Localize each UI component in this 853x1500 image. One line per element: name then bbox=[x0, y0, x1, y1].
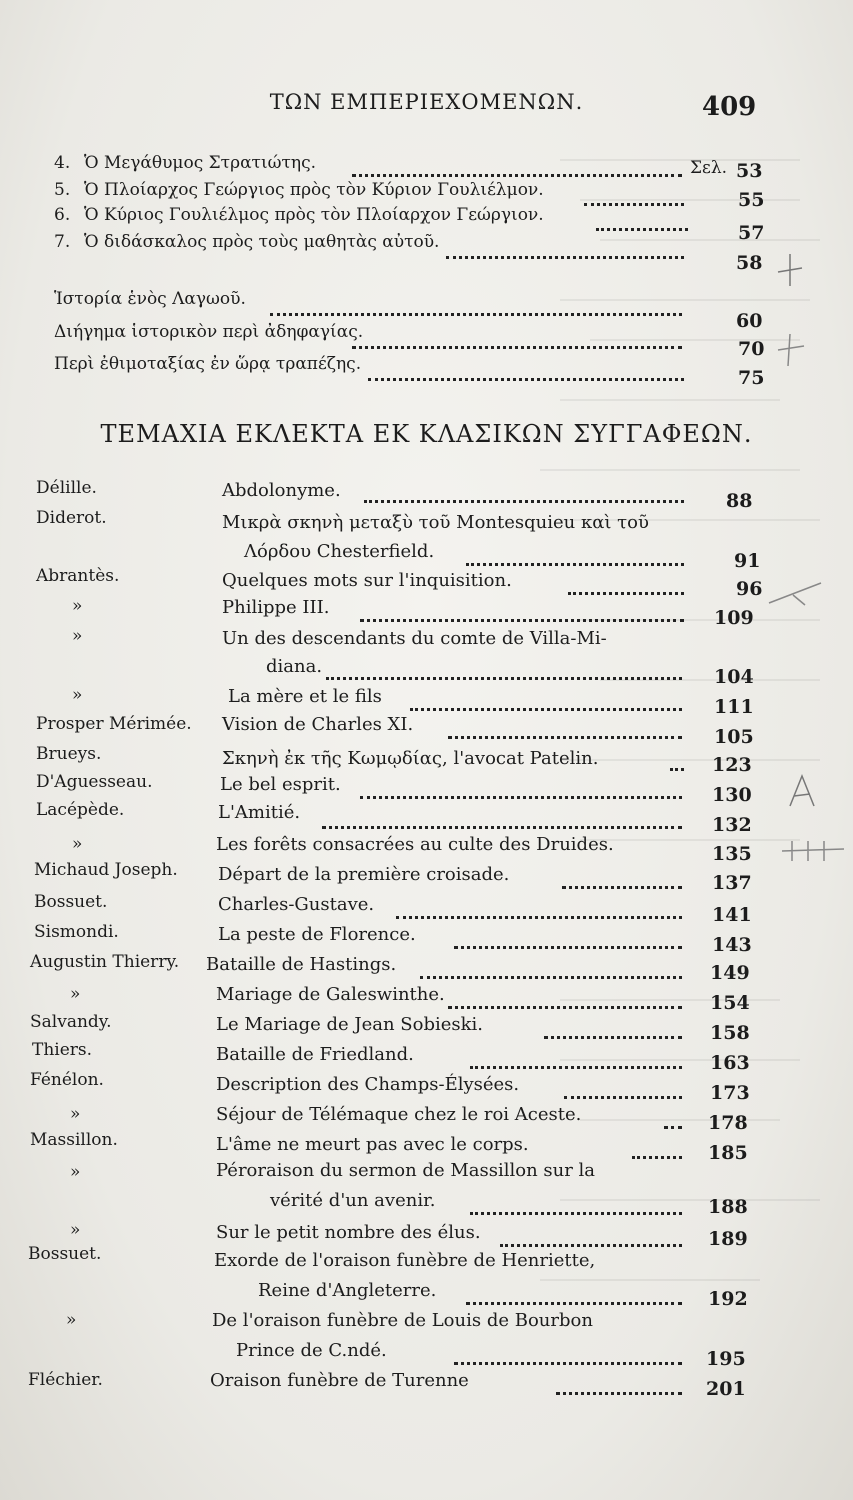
entry-author: Augustin Thierry. bbox=[30, 952, 180, 972]
entry-title: Séjour de Télémaque chez le roi Aceste. bbox=[216, 1104, 582, 1125]
dot-leader bbox=[562, 886, 682, 889]
toc-item-number: 6. bbox=[54, 205, 71, 225]
dot-leader bbox=[466, 1302, 682, 1305]
entry-page: 135 bbox=[712, 843, 752, 865]
dot-leader bbox=[364, 500, 684, 503]
pencil-mark bbox=[778, 835, 848, 865]
dot-leader bbox=[448, 736, 682, 739]
entry-page: 109 bbox=[714, 607, 754, 629]
entry-title-continued: Λόρδου Chesterfield. bbox=[244, 541, 435, 562]
section-title: ΤΕΜΑΧΙΑ ΕΚΛΕΚΤΑ ΕΚ ΚΛΑΣΙΚΩΝ ΣΥΓΓΑΦΕΩΝ. bbox=[100, 420, 753, 448]
entry-author-ditto: » bbox=[72, 626, 83, 646]
entry-page: 201 bbox=[706, 1378, 746, 1400]
entry-author-ditto: » bbox=[70, 984, 81, 1004]
entry-page: 173 bbox=[710, 1082, 750, 1104]
entry-title: L'âme ne meurt pas avec le corps. bbox=[216, 1134, 529, 1155]
dot-leader bbox=[568, 592, 684, 595]
entry-title: Vision de Charles XI. bbox=[222, 714, 414, 735]
entry-page: 163 bbox=[710, 1052, 750, 1074]
entry-author: Fléchier. bbox=[28, 1370, 103, 1390]
entry-title: Μικρὰ σκηνὴ μεταξὺ τοῦ Montesquieu καὶ τοῦ bbox=[222, 512, 649, 533]
dot-leader bbox=[410, 708, 682, 711]
entry-title: Σκηνὴ ἐκ τῆς Κωμῳδίας, l'avocat Patelin. bbox=[222, 748, 599, 769]
dot-leader bbox=[352, 174, 682, 177]
dot-leader bbox=[470, 1066, 682, 1069]
entry-page: 91 bbox=[734, 550, 761, 572]
dot-leader bbox=[448, 1006, 682, 1009]
dot-leader bbox=[454, 1362, 682, 1365]
entry-page: 195 bbox=[706, 1348, 746, 1370]
dot-leader bbox=[270, 313, 682, 316]
entry-title: La mère et le fils bbox=[228, 686, 382, 707]
entry-title: La peste de Florence. bbox=[218, 924, 416, 945]
entry-page: 141 bbox=[712, 904, 752, 926]
entry-page: 88 bbox=[726, 490, 753, 512]
entry-author: Brueys. bbox=[36, 744, 102, 764]
toc-page-number: 70 bbox=[738, 338, 765, 360]
entry-author-ditto: » bbox=[66, 1310, 77, 1330]
entry-author: Massillon. bbox=[30, 1130, 118, 1150]
entry-title: Bataille de Hastings. bbox=[206, 954, 397, 975]
toc-item-number: 4. bbox=[54, 153, 71, 173]
entry-title: Quelques mots sur l'inquisition. bbox=[222, 570, 512, 591]
toc-item-number: 7. bbox=[54, 232, 71, 252]
dot-leader bbox=[584, 203, 684, 206]
entry-title: L'Amitié. bbox=[218, 802, 301, 823]
pencil-mark bbox=[770, 250, 810, 290]
entry-author: Fénélon. bbox=[30, 1070, 104, 1090]
entry-page: 185 bbox=[708, 1142, 748, 1164]
entry-title: Le Mariage de Jean Sobieski. bbox=[216, 1014, 484, 1035]
entry-title: Abdolonyme. bbox=[222, 480, 341, 501]
entry-page: 104 bbox=[714, 666, 754, 688]
entry-title: Sur le petit nombre des élus. bbox=[216, 1222, 481, 1243]
entry-page: 158 bbox=[710, 1022, 750, 1044]
dot-leader bbox=[470, 1212, 682, 1215]
toc-page-number: 60 bbox=[736, 310, 763, 332]
dot-leader bbox=[360, 619, 684, 622]
entry-title-continued: Prince de C.ndé. bbox=[236, 1340, 387, 1361]
entry-author-ditto: » bbox=[70, 1104, 81, 1124]
toc-story-title: Διήγημα ἱστορικὸν περὶ ἀδηφαγίας. bbox=[54, 322, 364, 342]
dot-leader bbox=[352, 346, 682, 349]
entry-page: 130 bbox=[712, 784, 752, 806]
entry-page: 143 bbox=[712, 934, 752, 956]
entry-author-ditto: » bbox=[70, 1220, 81, 1240]
entry-author: Prosper Mérimée. bbox=[36, 714, 192, 734]
entry-title: Péroraison du sermon de Massillon sur la bbox=[216, 1160, 596, 1181]
entry-title: Les forêts consacrées au culte des Druides. bbox=[216, 834, 614, 855]
entry-title: Un des descendants du comte de Villa-Mi- bbox=[222, 628, 607, 649]
dot-leader bbox=[564, 1096, 682, 1099]
pencil-mark bbox=[765, 575, 825, 615]
entry-author: D'Aguesseau. bbox=[36, 772, 153, 792]
entry-title: Mariage de Galeswinthe. bbox=[216, 984, 445, 1005]
dot-leader bbox=[446, 256, 684, 259]
entry-page: 178 bbox=[708, 1112, 748, 1134]
entry-title: Description des Champs-Élysées. bbox=[216, 1074, 520, 1095]
dot-leader bbox=[556, 1392, 682, 1395]
entry-title: Philippe III. bbox=[222, 597, 330, 618]
entry-page: 188 bbox=[708, 1196, 748, 1218]
page-header-title: ΤΩΝ ΕΜΠΕΡΙΕΧΟΜΕΝΩΝ. bbox=[269, 90, 584, 114]
entry-author: Diderot. bbox=[36, 508, 107, 528]
toc-item-title: Ὁ Μεγάθυμος Στρατιώτης. bbox=[84, 153, 316, 173]
entry-page: 96 bbox=[736, 578, 763, 600]
toc-story-title: Περὶ ἐθιμοταξίας ἐν ὥρᾳ τραπέζης. bbox=[54, 354, 362, 374]
dot-leader bbox=[360, 796, 682, 799]
toc-page-number: 75 bbox=[738, 367, 765, 389]
entry-title-continued: Reine d'Angleterre. bbox=[258, 1280, 437, 1301]
pencil-mark bbox=[780, 770, 830, 810]
entry-page: 149 bbox=[710, 962, 750, 984]
dot-leader bbox=[596, 228, 688, 231]
entry-page: 132 bbox=[712, 814, 752, 836]
entry-page: 137 bbox=[712, 872, 752, 894]
dot-leader bbox=[454, 946, 682, 949]
entry-title: Exorde de l'oraison funèbre de Henriette, bbox=[214, 1250, 596, 1271]
toc-page-number: 53 bbox=[736, 160, 763, 182]
entry-title-continued: diana. bbox=[266, 656, 323, 677]
entry-author-ditto: » bbox=[72, 596, 83, 616]
entry-page: 111 bbox=[714, 696, 754, 718]
dot-leader bbox=[632, 1156, 682, 1159]
dot-leader bbox=[326, 677, 682, 680]
toc-item-title: Ὁ Κύριος Γουλιέλμος πρὸς τὸν Πλοίαρχον Γεώργιον. bbox=[84, 205, 544, 225]
dot-leader bbox=[396, 916, 682, 919]
entry-page: 192 bbox=[708, 1288, 748, 1310]
entry-author: Lacépède. bbox=[36, 800, 125, 820]
dot-leader bbox=[322, 826, 682, 829]
entry-title: Le bel esprit. bbox=[220, 774, 341, 795]
dot-leader bbox=[500, 1244, 682, 1247]
entry-page: 105 bbox=[714, 726, 754, 748]
entry-page: 154 bbox=[710, 992, 750, 1014]
entry-author: Bossuet. bbox=[28, 1244, 102, 1264]
entry-author: Sismondi. bbox=[34, 922, 119, 942]
toc-story-title: Ἱστορία ἑνὸς Λαγωοῦ. bbox=[54, 289, 246, 309]
toc-page-number: 55 bbox=[738, 189, 765, 211]
dot-leader bbox=[544, 1036, 682, 1039]
dot-leader bbox=[466, 563, 684, 566]
entry-title-continued: vérité d'un avenir. bbox=[270, 1190, 436, 1211]
page-header-number: 409 bbox=[702, 92, 757, 122]
entry-author-ditto: » bbox=[72, 685, 83, 705]
entry-page: 123 bbox=[712, 754, 752, 776]
entry-title: Charles-Gustave. bbox=[218, 894, 375, 915]
entry-author: Michaud Joseph. bbox=[34, 860, 178, 880]
entry-author: Bossuet. bbox=[34, 892, 108, 912]
entry-page: 189 bbox=[708, 1228, 748, 1250]
entry-author: Salvandy. bbox=[30, 1012, 112, 1032]
entry-title: Départ de la première croisade. bbox=[218, 864, 510, 885]
toc-page-number: 57 bbox=[738, 222, 765, 244]
page-label: Σελ. bbox=[690, 158, 728, 178]
entry-author-ditto: » bbox=[72, 834, 83, 854]
toc-item-title: Ὁ διδάσκαλος πρὸς τοὺς μαθητὰς αὐτοῦ. bbox=[84, 232, 440, 252]
pencil-mark bbox=[770, 330, 810, 370]
entry-author: Délille. bbox=[36, 478, 97, 498]
dot-leader bbox=[670, 768, 684, 771]
dot-leader bbox=[420, 976, 682, 979]
toc-item-title: Ὁ Πλοίαρχος Γεώργιος πρὸς τὸν Κύριον Γουλιέλμον. bbox=[84, 180, 544, 200]
entry-author: Abrantès. bbox=[36, 566, 120, 586]
entry-author: Thiers. bbox=[32, 1040, 93, 1060]
dot-leader bbox=[664, 1126, 682, 1129]
entry-title: Bataille de Friedland. bbox=[216, 1044, 414, 1065]
entry-title: De l'oraison funèbre de Louis de Bourbon bbox=[212, 1310, 593, 1331]
entry-author-ditto: » bbox=[70, 1162, 81, 1182]
entry-title: Oraison funèbre de Turenne bbox=[210, 1370, 469, 1391]
dot-leader bbox=[368, 378, 684, 381]
toc-page-number: 58 bbox=[736, 252, 763, 274]
toc-item-number: 5. bbox=[54, 180, 71, 200]
